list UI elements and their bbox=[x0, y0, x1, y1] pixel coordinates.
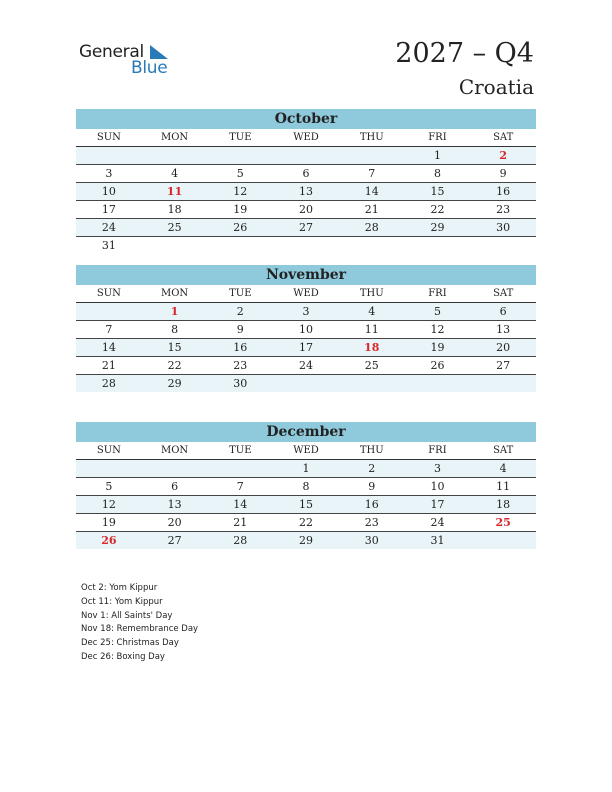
day-cell: 30 bbox=[364, 534, 379, 547]
weekday-label: MON bbox=[160, 132, 189, 143]
week-row bbox=[76, 460, 536, 478]
day-cell: 30 bbox=[496, 221, 511, 234]
week-row bbox=[76, 339, 536, 357]
day-cell: 17 bbox=[430, 498, 445, 511]
day-cell: 14 bbox=[233, 498, 248, 511]
week-row bbox=[76, 183, 536, 201]
day-cell bbox=[142, 237, 208, 254]
day-cell bbox=[339, 147, 405, 164]
day-cell bbox=[142, 147, 208, 164]
week-row bbox=[76, 237, 536, 254]
day-cell: 5 bbox=[433, 305, 441, 318]
day-cell: 7 bbox=[236, 480, 244, 493]
weekday-label: THU bbox=[359, 445, 384, 456]
day-cell: 27 bbox=[167, 534, 182, 547]
day-cell: 10 bbox=[101, 185, 116, 198]
day-cell: 1 bbox=[302, 462, 310, 475]
month-october bbox=[76, 109, 536, 254]
day-cell: 3 bbox=[105, 167, 113, 180]
week-row bbox=[76, 532, 536, 549]
month-header: October bbox=[76, 109, 536, 129]
day-cell: 12 bbox=[430, 323, 445, 336]
day-cell bbox=[273, 375, 339, 392]
day-cell: 28 bbox=[101, 377, 116, 390]
day-cell: 28 bbox=[233, 534, 248, 547]
day-cell bbox=[273, 147, 339, 164]
day-cell: 17 bbox=[101, 203, 116, 216]
weekday-label: MON bbox=[160, 288, 189, 299]
day-cell bbox=[207, 237, 273, 254]
day-cell bbox=[76, 147, 142, 164]
day-cell bbox=[76, 303, 142, 320]
month-weeks bbox=[76, 303, 536, 392]
day-cell: 4 bbox=[499, 462, 507, 475]
day-cell: 16 bbox=[233, 341, 248, 354]
day-cell bbox=[207, 460, 273, 477]
day-cell: 13 bbox=[167, 498, 182, 511]
day-cell: 19 bbox=[430, 341, 445, 354]
week-row bbox=[76, 201, 536, 219]
day-cell: 5 bbox=[105, 480, 113, 493]
day-cell: 30 bbox=[233, 377, 248, 390]
day-cell: 13 bbox=[299, 185, 314, 198]
week-row bbox=[76, 357, 536, 375]
day-cell: 28 bbox=[364, 221, 379, 234]
holiday-item: Nov 18: Remembrance Day bbox=[81, 624, 199, 635]
day-cell: 21 bbox=[101, 359, 116, 372]
weekday-label: SAT bbox=[493, 132, 514, 143]
day-cell: 18 bbox=[167, 203, 182, 216]
day-cell: 18 bbox=[496, 498, 511, 511]
month-header: November bbox=[76, 265, 536, 285]
day-cell: 6 bbox=[171, 480, 179, 493]
day-cell: 3 bbox=[433, 462, 441, 475]
day-cell: 24 bbox=[101, 221, 116, 234]
month-weeks bbox=[76, 460, 536, 549]
weekday-label: FRI bbox=[428, 445, 447, 456]
day-cell: 7 bbox=[368, 167, 376, 180]
holiday-list bbox=[81, 582, 198, 665]
week-row bbox=[76, 375, 536, 392]
day-cell: 24 bbox=[430, 516, 445, 529]
weekday-label: SUN bbox=[96, 445, 121, 456]
day-cell bbox=[470, 237, 536, 254]
weekday-label: MON bbox=[160, 445, 189, 456]
weekday-label: SUN bbox=[96, 132, 121, 143]
day-cell: 16 bbox=[364, 498, 379, 511]
week-row bbox=[76, 219, 536, 237]
day-cell: 9 bbox=[499, 167, 507, 180]
day-cell: 16 bbox=[496, 185, 511, 198]
day-cell: 6 bbox=[499, 305, 507, 318]
day-cell: 26 bbox=[233, 221, 248, 234]
day-cell: 12 bbox=[101, 498, 116, 511]
holiday-item: Oct 11: Yom Kippur bbox=[81, 596, 163, 607]
weekday-label: WED bbox=[293, 445, 319, 456]
month-november bbox=[76, 265, 536, 392]
day-cell: 3 bbox=[302, 305, 310, 318]
logo-blue-text: Blue bbox=[131, 58, 168, 78]
day-cell: 2 bbox=[368, 462, 376, 475]
day-cell: 24 bbox=[299, 359, 314, 372]
country-name: Croatia bbox=[458, 75, 534, 99]
day-cell: 2 bbox=[236, 305, 244, 318]
day-cell: 2 bbox=[499, 149, 507, 162]
day-cell: 1 bbox=[170, 305, 179, 318]
day-cell: 25 bbox=[167, 221, 182, 234]
day-cell: 19 bbox=[233, 203, 248, 216]
day-cell: 29 bbox=[299, 534, 314, 547]
day-cell: 1 bbox=[433, 149, 441, 162]
holiday-item: Nov 1: All Saints' Day bbox=[81, 610, 173, 621]
day-cell bbox=[339, 237, 405, 254]
day-cell: 11 bbox=[166, 185, 183, 198]
weekday-label: THU bbox=[359, 288, 384, 299]
day-cell: 26 bbox=[101, 534, 117, 547]
day-cell: 20 bbox=[167, 516, 182, 529]
weekday-header-row bbox=[76, 442, 536, 460]
week-row bbox=[76, 165, 536, 183]
day-cell bbox=[339, 375, 405, 392]
day-cell: 18 bbox=[364, 341, 380, 354]
weekday-label: FRI bbox=[428, 288, 447, 299]
day-cell: 23 bbox=[496, 203, 511, 216]
day-cell: 4 bbox=[368, 305, 376, 318]
week-row bbox=[76, 496, 536, 514]
logo-general-text: General bbox=[79, 42, 144, 62]
page-title: 2027 – Q4 bbox=[395, 38, 534, 69]
weekday-label: FRI bbox=[428, 132, 447, 143]
day-cell: 10 bbox=[299, 323, 314, 336]
day-cell: 29 bbox=[430, 221, 445, 234]
day-cell bbox=[405, 237, 471, 254]
day-cell: 6 bbox=[302, 167, 310, 180]
day-cell: 29 bbox=[167, 377, 182, 390]
logo bbox=[79, 42, 179, 82]
holiday-item: Dec 25: Christmas Day bbox=[81, 638, 179, 649]
weekday-label: SAT bbox=[493, 288, 514, 299]
week-row bbox=[76, 478, 536, 496]
day-cell: 15 bbox=[299, 498, 314, 511]
weekday-label: SUN bbox=[96, 288, 121, 299]
month-header: December bbox=[76, 422, 536, 442]
day-cell: 27 bbox=[299, 221, 314, 234]
weekday-label: SAT bbox=[493, 445, 514, 456]
day-cell: 31 bbox=[101, 239, 116, 252]
day-cell bbox=[470, 532, 536, 549]
day-cell: 22 bbox=[167, 359, 182, 372]
day-cell: 26 bbox=[430, 359, 445, 372]
week-row bbox=[76, 147, 536, 165]
day-cell: 15 bbox=[167, 341, 182, 354]
day-cell bbox=[142, 460, 208, 477]
weekday-header-row bbox=[76, 285, 536, 303]
day-cell: 22 bbox=[299, 516, 314, 529]
day-cell bbox=[207, 147, 273, 164]
day-cell bbox=[76, 460, 142, 477]
day-cell: 10 bbox=[430, 480, 445, 493]
day-cell: 27 bbox=[496, 359, 511, 372]
day-cell: 13 bbox=[496, 323, 511, 336]
day-cell: 8 bbox=[433, 167, 441, 180]
weekday-label: WED bbox=[293, 132, 319, 143]
day-cell: 21 bbox=[233, 516, 248, 529]
day-cell bbox=[273, 237, 339, 254]
day-cell: 19 bbox=[101, 516, 116, 529]
day-cell: 23 bbox=[364, 516, 379, 529]
day-cell: 15 bbox=[430, 185, 445, 198]
day-cell: 25 bbox=[364, 359, 379, 372]
day-cell: 14 bbox=[101, 341, 116, 354]
day-cell: 11 bbox=[364, 323, 379, 336]
day-cell: 31 bbox=[430, 534, 445, 547]
holiday-item: Oct 2: Yom Kippur bbox=[81, 583, 158, 593]
day-cell bbox=[470, 375, 536, 392]
weekday-label: TUE bbox=[229, 445, 252, 456]
day-cell: 22 bbox=[430, 203, 445, 216]
day-cell: 7 bbox=[105, 323, 113, 336]
week-row bbox=[76, 321, 536, 339]
day-cell: 20 bbox=[299, 203, 314, 216]
day-cell: 5 bbox=[236, 167, 244, 180]
weekday-label: THU bbox=[359, 132, 384, 143]
week-row bbox=[76, 303, 536, 321]
day-cell: 23 bbox=[233, 359, 248, 372]
weekday-header-row bbox=[76, 129, 536, 147]
weekday-label: WED bbox=[293, 288, 319, 299]
day-cell: 21 bbox=[364, 203, 379, 216]
day-cell: 17 bbox=[299, 341, 314, 354]
day-cell: 8 bbox=[171, 323, 179, 336]
day-cell: 9 bbox=[236, 323, 244, 336]
day-cell bbox=[405, 375, 471, 392]
holiday-item: Dec 26: Boxing Day bbox=[81, 651, 165, 662]
week-row bbox=[76, 514, 536, 532]
day-cell: 14 bbox=[364, 185, 379, 198]
day-cell: 25 bbox=[495, 516, 511, 529]
day-cell: 8 bbox=[302, 480, 310, 493]
day-cell: 4 bbox=[171, 167, 179, 180]
day-cell: 12 bbox=[233, 185, 248, 198]
weekday-label: TUE bbox=[229, 288, 252, 299]
day-cell: 9 bbox=[368, 480, 376, 493]
day-cell: 11 bbox=[496, 480, 511, 493]
month-weeks bbox=[76, 147, 536, 254]
weekday-label: TUE bbox=[229, 132, 252, 143]
day-cell: 20 bbox=[496, 341, 511, 354]
month-december bbox=[76, 422, 536, 549]
